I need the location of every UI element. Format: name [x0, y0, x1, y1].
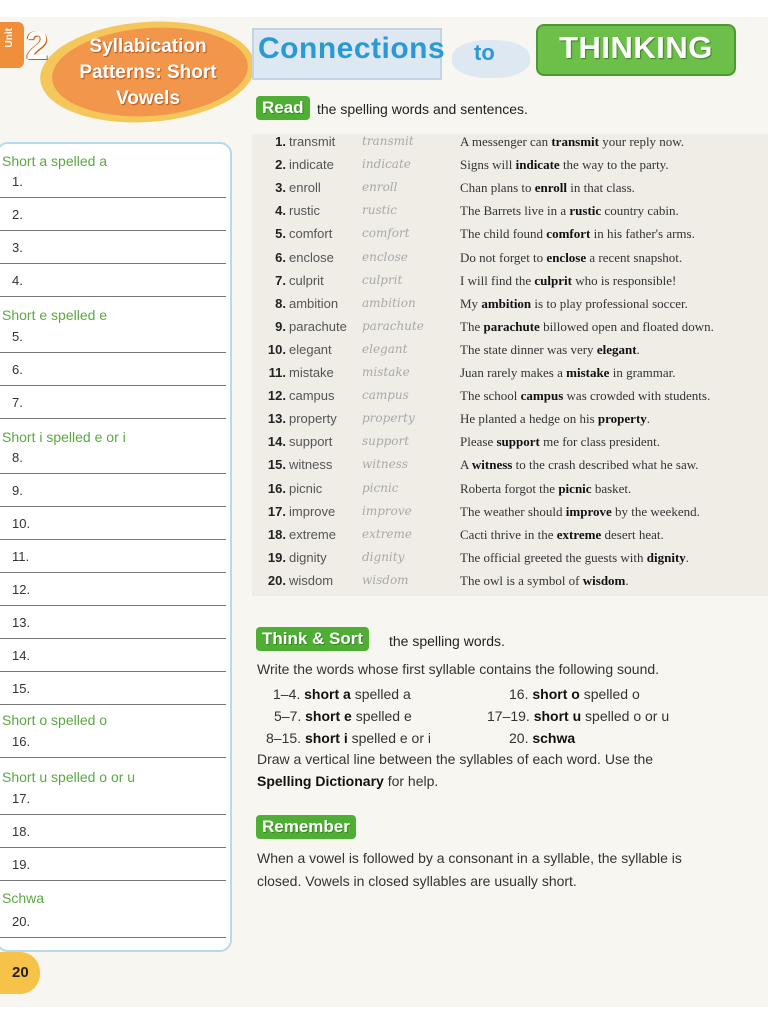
unit-tab [0, 22, 24, 68]
word-number: 15. [267, 457, 286, 473]
category-sound: short u [533, 708, 582, 724]
spelling-word: transmit [289, 134, 336, 149]
sentence-keyword: culprit [534, 272, 572, 288]
example-sentence [460, 365, 676, 381]
category-short-i [266, 730, 431, 746]
sentence-keyword: picnic [558, 480, 592, 496]
word-number: 9. [275, 318, 286, 334]
example-sentence [460, 157, 669, 173]
sentence-start: Please [460, 434, 497, 450]
cursive-word: indicate [362, 157, 411, 172]
syllable-instruction-line-2 [257, 773, 438, 789]
word-number: 5. [275, 226, 286, 242]
page-number: 20 [12, 964, 29, 981]
sort-heading-short-a: Short a spelled a [2, 153, 108, 169]
word-row [256, 481, 766, 504]
sort-line-19[interactable] [0, 857, 226, 881]
sort-line-11[interactable] [0, 549, 226, 573]
cursive-word: elegant [362, 341, 408, 356]
example-sentence [460, 457, 699, 473]
sort-line-10[interactable] [0, 516, 226, 540]
example-sentence [460, 226, 695, 242]
spelling-word: improve [289, 503, 336, 519]
sort-line-number: 17. [12, 791, 31, 806]
syllable-instruction-rest: for help. [383, 773, 439, 789]
sentence-keyword: dignity [646, 549, 686, 565]
spelling-word: picnic [289, 480, 323, 496]
word-row [256, 157, 766, 180]
sort-panel [0, 142, 232, 952]
word-row [256, 250, 766, 273]
sentence-start: The official greeted the guests with [460, 549, 647, 565]
word-row [256, 457, 766, 480]
example-sentence [460, 388, 710, 404]
category-sound: schwa [532, 730, 576, 746]
spelling-word: campus [289, 388, 335, 404]
word-number: 8. [275, 295, 286, 311]
sentence-start: The child found [460, 226, 547, 242]
sentence-start: Juan rarely makes a [460, 365, 567, 380]
word-row [256, 273, 766, 296]
sort-line-8[interactable] [0, 450, 226, 474]
word-row [256, 180, 766, 203]
spelling-word: wisdom [289, 572, 334, 588]
category-range: 16. [509, 686, 529, 702]
cursive-word: witness [362, 457, 409, 472]
sentence-end: in grammar. [609, 365, 676, 380]
sentence-start: The Barrets live in a [460, 203, 570, 219]
sentence-keyword: enroll [534, 180, 568, 196]
sort-line-number: 14. [12, 648, 31, 663]
sort-line-number: 18. [12, 824, 31, 839]
sentence-keyword: comfort [546, 226, 591, 242]
sort-line-number: 8. [12, 450, 23, 465]
sort-line-12[interactable] [0, 582, 226, 606]
sort-line-number: 5. [12, 329, 23, 344]
sentence-end: . [625, 572, 629, 588]
cursive-word: picnic [362, 480, 399, 495]
example-sentence [460, 342, 640, 358]
sentence-end: who is responsible! [571, 272, 677, 288]
example-sentence [460, 573, 629, 589]
sentence-end: . [646, 411, 651, 427]
cursive-word: enroll [362, 180, 398, 195]
sentence-end: me for class president. [539, 434, 661, 450]
category-range: 1–4. [273, 686, 301, 702]
category-spelling: spelled o or u [581, 708, 670, 724]
sentence-keyword: parachute [483, 318, 540, 334]
word-row [256, 365, 766, 388]
sort-line-18[interactable] [0, 824, 226, 848]
remember-label: Remember [256, 815, 356, 839]
example-sentence [460, 180, 635, 196]
thinking-text: THINKING [559, 30, 713, 65]
sentence-start: Cacti thrive in the [460, 526, 557, 542]
category-sound: short e [305, 708, 352, 724]
sentence-keyword: ambition [481, 295, 532, 311]
spelling-word: comfort [289, 226, 333, 242]
sort-heading-short-u: Short u spelled o or u [2, 769, 136, 785]
spelling-word: extreme [289, 526, 336, 542]
sort-line-9[interactable] [0, 483, 226, 507]
word-number: 3. [275, 180, 286, 196]
sentence-end: by the weekend. [611, 503, 700, 519]
sentence-keyword: property [597, 411, 647, 427]
sentence-end: country cabin. [601, 203, 679, 219]
word-row [256, 504, 766, 527]
word-row [256, 296, 766, 319]
sort-line-number: 6. [12, 362, 23, 377]
spelling-word: parachute [289, 318, 347, 334]
sort-line-number: 11. [12, 549, 30, 564]
read-intro: the spelling words and sentences. [317, 101, 528, 117]
category-range: 5–7. [274, 708, 302, 724]
word-number: 11. [268, 365, 286, 380]
category-short-u [487, 708, 669, 724]
lesson-title-line-1: Syllabication [89, 36, 207, 57]
spelling-word: rustic [289, 203, 321, 219]
word-number: 14. [267, 434, 286, 450]
sort-heading-short-i: Short i spelled e or i [2, 429, 126, 445]
word-row [256, 388, 766, 411]
category-short-e [274, 708, 412, 724]
sentence-start: The owl is a symbol of [460, 572, 583, 588]
word-row [256, 550, 766, 573]
example-sentence [460, 296, 688, 312]
sort-line-14[interactable] [0, 648, 226, 672]
category-spelling: spelled e [351, 708, 412, 724]
sort-line-number: 9. [12, 483, 23, 498]
sentence-start: Signs will [460, 157, 516, 173]
remember-line-2: closed. Vowels in closed syllables are usually short. [257, 873, 577, 889]
sort-line-4[interactable] [0, 273, 226, 297]
sort-line-number: 12. [12, 582, 31, 597]
sentence-start: I will find the [460, 272, 535, 288]
category-spelling: spelled e or i [347, 730, 431, 746]
sort-line-17[interactable] [0, 791, 226, 815]
cursive-word: campus [362, 388, 409, 403]
sentence-end: basket. [591, 480, 632, 496]
syllable-instruction-line-1: Draw a vertical line between the syllables of each word. Use the [257, 751, 654, 767]
page-number-tab [0, 952, 40, 994]
word-row [256, 342, 766, 365]
word-number: 2. [275, 157, 286, 173]
sentence-keyword: campus [520, 388, 564, 404]
cursive-word: comfort [362, 226, 410, 241]
word-number: 20. [267, 572, 286, 588]
example-sentence [460, 527, 664, 543]
sentence-end: . [685, 549, 690, 565]
cursive-word: property [362, 411, 415, 426]
sentence-end: in his father's arms. [590, 226, 695, 242]
sentence-end: your reply now. [599, 134, 685, 149]
spelling-dictionary-ref: Spelling Dictionary [257, 773, 384, 789]
unit-number: 2 [26, 24, 49, 68]
word-number: 6. [275, 249, 286, 265]
sentence-start: Roberta forgot the [460, 480, 559, 496]
sort-line-number: 15. [12, 681, 31, 696]
example-sentence [460, 250, 682, 266]
word-number: 17. [267, 503, 286, 519]
sort-heading-schwa: Schwa [2, 890, 45, 906]
lesson-title-line-2: Patterns: Short [79, 62, 217, 83]
sentence-start: A messenger can [460, 134, 552, 149]
sentence-start: The weather should [460, 503, 566, 519]
spelling-word: indicate [289, 157, 334, 173]
spelling-word: enroll [289, 180, 321, 196]
sentence-keyword: rustic [569, 203, 602, 219]
sentence-end: desert heat. [601, 526, 664, 542]
sentence-keyword: indicate [515, 157, 560, 173]
cursive-word: parachute [362, 318, 424, 333]
spelling-word: elegant [289, 341, 332, 357]
sentence-keyword: extreme [556, 526, 602, 542]
sort-line-number: 7. [12, 395, 23, 410]
spelling-word: enclose [289, 249, 334, 265]
example-sentence [460, 319, 714, 335]
category-range: 17–19. [487, 708, 530, 724]
sort-line-7[interactable] [0, 395, 226, 419]
sentence-start: A [460, 457, 472, 473]
sentence-start: The school [460, 388, 521, 404]
example-sentence [460, 550, 689, 566]
sentence-keyword: improve [565, 503, 612, 519]
sort-line-number: 10. [12, 516, 31, 531]
lesson-title [56, 34, 240, 112]
sort-line-number: 16. [12, 734, 31, 749]
cursive-word: enclose [362, 249, 408, 264]
sort-line-number: 2. [12, 207, 23, 222]
word-number: 1. [275, 134, 286, 149]
sentence-end: to the crash described what he saw. [512, 457, 699, 473]
sort-heading-short-e: Short e spelled e [2, 307, 108, 323]
remember-line-1: When a vowel is followed by a consonant in a syllable, the syllable is [257, 850, 682, 866]
cursive-word: wisdom [362, 572, 409, 587]
sort-line-number: 20. [12, 914, 31, 929]
cursive-word: extreme [362, 526, 413, 541]
word-number: 7. [275, 272, 286, 288]
word-row [256, 411, 766, 434]
spelling-word: culprit [289, 272, 324, 288]
category-schwa [509, 730, 575, 746]
think-sort-intro: the spelling words. [389, 633, 505, 649]
category-sound: short i [304, 730, 348, 746]
sort-line-number: 19. [12, 857, 31, 872]
cursive-word: mistake [362, 365, 410, 379]
read-label: Read [256, 96, 310, 120]
sort-line-20[interactable] [0, 914, 226, 938]
word-number: 12. [267, 388, 286, 404]
word-number: 16. [267, 480, 286, 496]
category-range: 8–15. [266, 730, 302, 746]
sort-line-number: 1. [12, 174, 23, 189]
sort-line-6[interactable] [0, 362, 226, 386]
sort-line-5[interactable] [0, 329, 226, 353]
category-short-a [273, 686, 411, 702]
category-sound: short o [532, 686, 580, 702]
sentence-start: My [460, 295, 482, 311]
sentence-end: was crowded with students. [563, 388, 711, 404]
example-sentence [460, 434, 660, 450]
sentence-start: The [460, 318, 484, 334]
spelling-word: witness [289, 457, 333, 473]
category-spelling: spelled a [350, 686, 411, 702]
sort-heading-short-o: Short o spelled o [2, 712, 108, 728]
sentence-keyword: transmit [551, 134, 600, 149]
sentence-keyword: wisdom [582, 572, 626, 588]
cursive-word: transmit [362, 134, 414, 148]
sentence-keyword: mistake [566, 365, 610, 380]
sort-line-number: 13. [12, 615, 31, 630]
word-row [256, 226, 766, 249]
word-number: 4. [275, 203, 286, 219]
sentence-start: Do not forget to [460, 249, 547, 265]
sentence-start: The state dinner was very [460, 341, 597, 357]
sentence-end: a recent snapshot. [586, 249, 683, 265]
category-sound: short a [304, 686, 351, 702]
cursive-word: rustic [362, 203, 398, 218]
sentence-keyword: enclose [546, 249, 587, 265]
sort-line-2[interactable] [0, 207, 226, 231]
sort-line-13[interactable] [0, 615, 226, 639]
cursive-word: culprit [362, 272, 403, 287]
think-sort-label: Think & Sort [256, 627, 369, 651]
cursive-word: ambition [362, 295, 416, 310]
spelling-word: support [289, 434, 333, 450]
example-sentence [460, 411, 650, 427]
sentence-end: . [636, 341, 640, 357]
sort-line-number: 3. [12, 240, 23, 255]
example-sentence [460, 481, 631, 497]
sentence-end: billowed open and floated down. [539, 318, 714, 334]
spelling-word: property [289, 411, 337, 427]
think-sort-instruction: Write the words whose first syllable contains the following sound. [257, 661, 660, 677]
sort-line-3[interactable] [0, 240, 226, 264]
sentence-keyword: elegant [596, 341, 637, 357]
page-bottom-margin [0, 1007, 768, 1024]
word-number: 18. [267, 526, 286, 542]
word-row [256, 573, 766, 596]
category-range: 20. [509, 730, 529, 746]
connections-text: Connections [258, 32, 446, 65]
example-sentence [460, 504, 700, 520]
word-row [256, 434, 766, 457]
example-sentence [460, 273, 676, 289]
sentence-end: the way to the party. [559, 157, 669, 173]
word-row [256, 134, 766, 157]
example-sentence [460, 134, 684, 150]
word-number: 13. [267, 411, 286, 427]
lesson-title-line-3: Vowels [115, 88, 181, 109]
cursive-word: improve [362, 503, 412, 518]
sort-line-15[interactable] [0, 681, 226, 705]
word-number: 19. [267, 549, 286, 565]
unit-tab-label: Unit [4, 28, 15, 48]
spelling-word: ambition [289, 295, 339, 311]
word-row [256, 527, 766, 550]
word-number: 10. [267, 341, 286, 357]
sentence-start: He planted a hedge on his [460, 411, 598, 427]
spelling-word: mistake [289, 365, 334, 380]
word-row [256, 203, 766, 226]
sort-line-1[interactable] [0, 174, 226, 198]
cursive-word: support [362, 434, 410, 449]
cursive-word: dignity [362, 549, 405, 564]
sentence-end: is to play professional soccer. [531, 295, 688, 311]
to-text: to [474, 40, 495, 65]
sentence-end: in that class. [567, 180, 635, 196]
sentence-start: Chan plans to [460, 180, 535, 196]
sentence-keyword: support [496, 434, 540, 450]
category-spelling: spelled o [579, 686, 640, 702]
example-sentence [460, 203, 679, 219]
word-row [256, 319, 766, 342]
sentence-keyword: witness [471, 457, 513, 473]
sort-line-number: 4. [12, 273, 23, 288]
category-short-o [509, 686, 640, 702]
sort-line-16[interactable] [0, 734, 226, 758]
spelling-word: dignity [289, 549, 327, 565]
